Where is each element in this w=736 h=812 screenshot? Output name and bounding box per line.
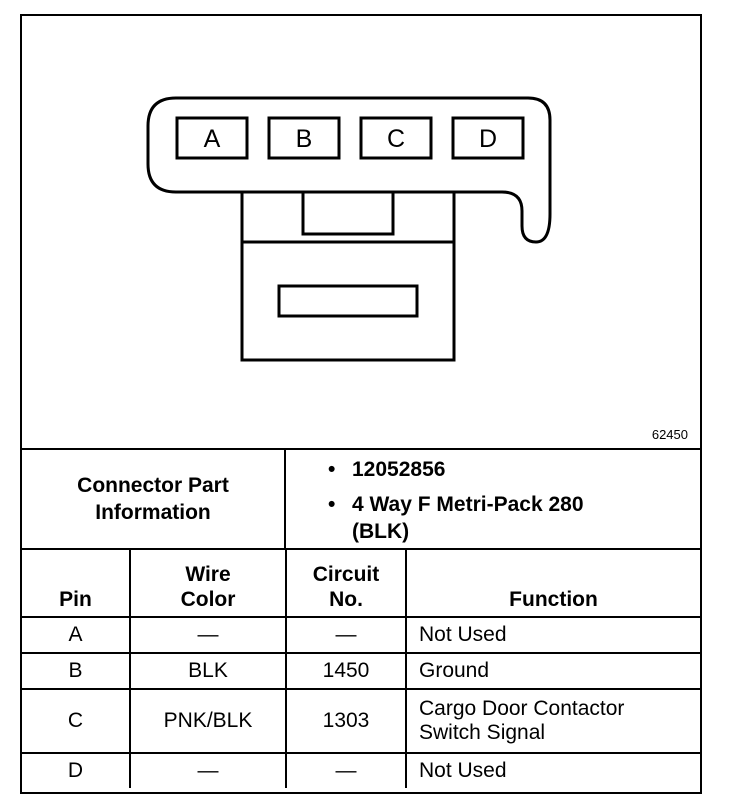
cell-circuit: 1303 bbox=[286, 689, 406, 753]
cell-wire-color: — bbox=[130, 617, 286, 653]
cell-function: Cargo Door Contactor Switch Signal bbox=[406, 689, 700, 753]
header-pin: Pin bbox=[22, 549, 130, 617]
cell-function: Not Used bbox=[406, 753, 700, 788]
pin-table bbox=[22, 548, 700, 788]
cell-wire-color: PNK/BLK bbox=[130, 689, 286, 753]
table-row bbox=[22, 689, 700, 753]
table-row bbox=[22, 653, 700, 689]
info-label-text: Connector Part Information bbox=[77, 474, 229, 524]
table-row bbox=[22, 753, 700, 788]
cell-function: Ground bbox=[406, 653, 700, 689]
latch-lower-body bbox=[242, 242, 454, 360]
cell-circuit: 1450 bbox=[286, 653, 406, 689]
cell-circuit: — bbox=[286, 753, 406, 788]
info-part-number: • 12052856 bbox=[286, 456, 642, 483]
cell-pin: B bbox=[22, 653, 130, 689]
cell-wire-color: — bbox=[130, 753, 286, 788]
latch-tab bbox=[303, 192, 393, 234]
header-function: Function bbox=[406, 549, 700, 617]
cell-pin: A bbox=[22, 617, 130, 653]
table-header-row bbox=[22, 549, 700, 617]
info-list bbox=[286, 450, 700, 554]
pin-label-b: B bbox=[295, 125, 313, 153]
connector-part-info bbox=[22, 448, 700, 548]
info-connector-type: • 4 Way F Metri-Pack 280 (BLK) bbox=[286, 491, 642, 545]
figure-id: 62450 bbox=[651, 427, 688, 442]
cell-circuit: — bbox=[286, 617, 406, 653]
pin-label-d: D bbox=[478, 125, 498, 153]
pin-label-a: A bbox=[203, 125, 221, 153]
connector-drawing bbox=[22, 16, 700, 448]
connector-housing-outline bbox=[148, 98, 550, 242]
table-row bbox=[22, 617, 700, 653]
pin-label-c: C bbox=[386, 125, 406, 153]
cell-pin: D bbox=[22, 753, 130, 788]
latch-slot bbox=[279, 286, 417, 316]
info-label bbox=[22, 450, 286, 548]
connector-sheet bbox=[20, 14, 702, 794]
cell-pin: C bbox=[22, 689, 130, 753]
cell-function: Not Used bbox=[406, 617, 700, 653]
header-circuit: Circuit No. bbox=[286, 549, 406, 617]
header-wire-color: Wire Color bbox=[130, 549, 286, 617]
cell-wire-color: BLK bbox=[130, 653, 286, 689]
